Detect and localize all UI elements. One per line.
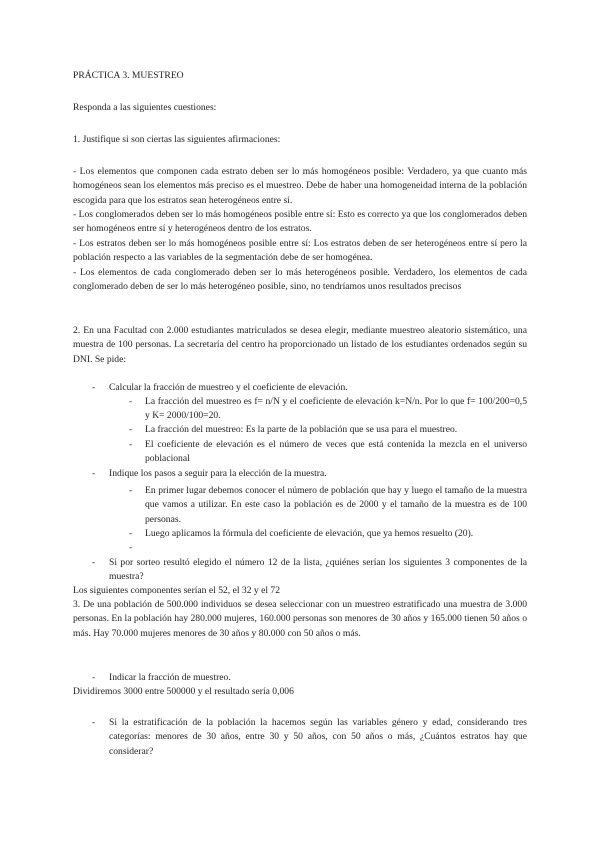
q2-item-c: Si por sorteo resultó elegido el número 12 de la lista, ¿quiénes serían los siguientes 3 componentes de la muestra?: [109, 557, 527, 583]
q2-item-a-sub: El coeficiente de elevación es el número de veces que está contenida la mezcla en el universo poblacional: [145, 439, 527, 465]
list-dash: -: [92, 717, 96, 728]
list-dash: -: [92, 557, 96, 568]
list-dash: -: [92, 672, 96, 683]
q3-item-b: Si la estratificación de la población la hacemos según las variables género y edad, considerando tres categorías: menores de 30 años, entre 30 y 50 años, con 50 años o más, ¿Cuántos estratos hay que considerar?: [109, 717, 527, 757]
q3-item-a: Indicar la fracción de muestreo.: [109, 672, 231, 683]
q2-item-b-sub: Luego aplicamos la fórmula del coeficiente de elevación, que ya hemos resuelto (20).: [145, 528, 474, 539]
document-title: PRÁCTICA 3. MUESTREO: [73, 70, 184, 81]
list-dash: -: [92, 382, 96, 393]
q2-item-a-sub: La fracción del muestreo es f= n/N y el coeficiente de elevación k=N/n. Por lo que f= 100/200=0,5 y K= 2000/100=20.: [145, 396, 527, 422]
q1-heading: 1. Justifique si son ciertas las siguientes afirmaciones:: [73, 134, 281, 145]
q1-item: - Los elementos de cada conglomerado deben ser lo más heterogéneos posible. Verdadero, los elementos de cada conglomerado deben de ser lo más heterogéneo posible, sino, no tendríamos unos resultados precisos: [73, 267, 527, 293]
q2-item-a-sub: La fracción del muestreo: Es la parte de la población que se usa para el muestreo.: [145, 424, 458, 435]
q1-item: - Los estratos deben ser lo más homogéneos posible entre sí: Los estratos deben de ser heterogéneos entre sí pero la población respecto a las variables de la segmentación debe de ser homogénea.: [73, 238, 527, 264]
intro-text: Responda a las siguientes cuestiones:: [73, 102, 217, 113]
list-dash: -: [129, 439, 133, 450]
list-dash: -: [129, 424, 133, 435]
q1-item: - Los elementos que componen cada estrato deben ser lo más homogéneos posible: Verdadero, ya que cuanto más homogéneos sean los elementos más preciso es el muestreo. Debe de haber una homogeneidad interna de la población escogida para que los estratos sean heterogéneos entre sí.: [73, 166, 527, 206]
q2-item-a: Calcular la fracción de muestreo y el coeficiente de elevación.: [109, 382, 348, 393]
list-dash: -: [92, 468, 96, 479]
list-dash: -: [129, 485, 133, 496]
q3-answer: Dividiremos 3000 entre 500000 y el resultado sería 0,006: [73, 686, 294, 697]
q2-item-b-sub: En primer lugar debemos conocer el número de población que hay y luego el tamaño de la muestra que vamos a utilizar. En este caso la población es de 2000 y el tamaño de la muestra es de 100 personas.: [145, 485, 527, 525]
list-dash: -: [129, 396, 133, 407]
list-dash: -: [129, 528, 133, 539]
list-dash: -: [129, 542, 133, 553]
q2-item-b: Indique los pasos a seguir para la elección de la muestra.: [109, 468, 327, 479]
q2-heading: 2. En una Facultad con 2.000 estudiantes matriculados se desea elegir, mediante muestreo aleatorio sistemático, una muestra de 100 personas. La secretaría del centro ha proporcionado un listado de los estudiantes ordenados según su DNI. Se pide:: [73, 325, 527, 365]
q3-heading: 3. De una población de 500.000 individuos se desea seleccionar con un muestreo estratificado una muestra de 3.000 personas. En la población hay 280.000 mujeres, 160.000 personas son menores de 30 años y 165.000 tienen 50 años o más. Hay 70.000 mujeres menores de 30 años y 80.000 con 50 años o más.: [73, 599, 527, 639]
q1-item: - Los conglomerados deben ser lo más homogéneos posible entre sí: Esto es correcto ya que los conglomerados deben ser homogéneos entre sí y heterogéneos dentro de los estratos.: [73, 209, 527, 235]
q2-answer: Los siguientes componentes serían el 52, el 32 y el 72: [73, 585, 281, 596]
